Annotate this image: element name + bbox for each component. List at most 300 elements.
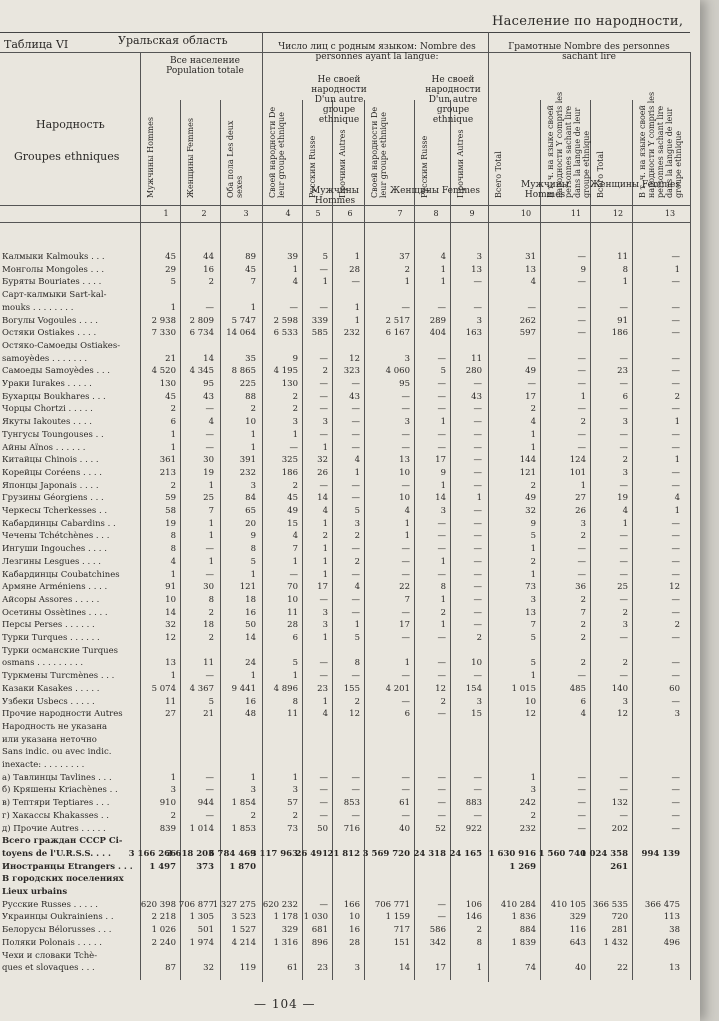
table-cell: — xyxy=(351,671,360,682)
table-cell: 6 784 469 xyxy=(208,848,256,859)
table-cell: 2 xyxy=(580,417,586,428)
column-number: 11 xyxy=(570,209,582,218)
table-cell: 4 060 xyxy=(385,366,410,377)
row-label: Поляки Polonais . . . . . xyxy=(2,937,102,948)
table-cell: 7 xyxy=(292,544,298,555)
table-cell: 9 xyxy=(292,353,298,364)
table-cell: 4 896 xyxy=(273,683,298,694)
table-cell: 5 xyxy=(530,531,536,542)
table-cell: 3 xyxy=(250,480,256,491)
row-label: toyens de l'U.R.S.S. . . . xyxy=(2,848,111,859)
table-cell: 329 xyxy=(281,925,298,936)
table-cell: 5 xyxy=(440,366,446,377)
table-cell: 106 xyxy=(465,899,482,910)
table-cell: — xyxy=(319,480,328,491)
table-cell: 121 xyxy=(239,582,256,593)
table-cell: — xyxy=(473,810,482,821)
table-cell: 39 xyxy=(287,252,298,262)
table-cell: 5 xyxy=(354,633,360,643)
row-label: Корейцы Coréens . . . . xyxy=(2,467,102,478)
table-cell: — xyxy=(619,671,628,682)
row-label: Белорусы Bélorusses . . . xyxy=(2,925,112,936)
table-cell: 717 xyxy=(393,925,410,936)
table-cell: 48 xyxy=(245,709,256,720)
table-cell: 101 xyxy=(569,467,586,478)
row-label: Прочие народности Autres xyxy=(2,709,123,720)
table-cell: — xyxy=(437,353,446,364)
table-cell: — xyxy=(401,671,410,682)
table-cell: 1 560 740 xyxy=(538,848,586,859)
table-cell: — xyxy=(619,353,628,364)
row-label: д) Прочие Autres . . . . . xyxy=(2,823,106,834)
table-cell: — xyxy=(671,480,680,491)
table-cell: 1 xyxy=(322,544,328,555)
table-cell: 1 xyxy=(354,315,360,326)
table-cell: 32 xyxy=(525,506,536,516)
table-cell: 27 xyxy=(165,709,176,720)
table-cell: 4 xyxy=(322,506,328,516)
table-cell: — xyxy=(401,607,410,618)
table-cell: 11 xyxy=(471,353,482,364)
column-label: Женщины Femmes xyxy=(186,118,195,198)
table-cell: 1 497 xyxy=(149,861,176,872)
table-cell: — xyxy=(473,467,482,478)
column-number: 9 xyxy=(469,209,475,218)
table-cell: — xyxy=(437,633,446,643)
table-cell: 45 xyxy=(165,391,176,402)
table-cell: 1 xyxy=(404,518,410,529)
table-cell: 922 xyxy=(465,823,482,834)
table-cell: 3 523 xyxy=(231,912,256,923)
table-cell: 23 xyxy=(317,963,328,974)
table-cell: — xyxy=(319,302,328,313)
table-cell: 14 064 xyxy=(226,328,256,339)
table-cell: — xyxy=(473,531,482,542)
table-cell: 1 159 xyxy=(385,912,410,923)
row-label: Буряты Bouriates . . . . xyxy=(2,277,102,288)
table-cell: 3 xyxy=(622,417,628,428)
table-cell: 1 xyxy=(250,442,256,453)
table-cell: 2 809 xyxy=(189,315,214,326)
table-cell: 2 xyxy=(530,404,536,415)
column-label: В т. ч. на языке своей народности Y compris les personnes sachant lire dans la langue de leur groupe ethnique xyxy=(638,91,683,198)
table-cell: 3 xyxy=(404,417,410,428)
row-label: или указана неточно xyxy=(2,734,97,745)
row-label: Украинцы Oukrainiens . . xyxy=(2,912,114,923)
table-cell: 49 xyxy=(525,366,536,377)
table-cell: 2 240 xyxy=(151,937,176,948)
table-cell: 2 xyxy=(530,480,536,491)
row-label: а) Тавлинцы Tavlines . . . xyxy=(2,772,112,783)
table-cell: — xyxy=(619,379,628,389)
table-cell: 38 xyxy=(669,925,680,936)
table-cell: 1 836 xyxy=(511,912,536,923)
table-cell: 15 xyxy=(287,518,298,529)
table-cell: 50 xyxy=(317,823,328,834)
table-cell: — xyxy=(289,442,298,453)
table-cell: 716 xyxy=(343,823,360,834)
table-cell: 2 xyxy=(622,607,628,618)
table-cell: — xyxy=(671,671,680,682)
table-cell: — xyxy=(671,315,680,326)
table-cell: — xyxy=(619,442,628,453)
column-number: 1 xyxy=(163,209,169,218)
table-cell: 4 xyxy=(580,709,586,720)
table-cell: 3 xyxy=(476,315,482,326)
table-cell: 8 xyxy=(292,696,298,707)
table-cell: 17 xyxy=(525,391,536,402)
row-label: Sans indic. ou avec indic. xyxy=(2,747,112,758)
table-cell: 1 xyxy=(404,658,410,669)
table-cell: — xyxy=(671,823,680,834)
table-cell: — xyxy=(577,569,586,580)
column-label: Русским Russe xyxy=(308,135,317,198)
table-cell: 3 xyxy=(322,417,328,428)
table-cell: 59 xyxy=(165,493,176,504)
table-cell: — xyxy=(319,810,328,821)
table-cell: 4 xyxy=(530,277,536,288)
table-cell: 839 xyxy=(159,823,176,834)
table-cell: 6 xyxy=(170,417,176,428)
table-cell: 706 877 xyxy=(178,899,214,910)
table-cell: 2 xyxy=(622,658,628,669)
table-cell: — xyxy=(671,772,680,783)
table-cell: 3 xyxy=(530,594,536,605)
table-cell: — xyxy=(437,785,446,796)
table-cell: 2 xyxy=(622,455,628,466)
column-number: 6 xyxy=(347,209,353,218)
table-cell: — xyxy=(473,442,482,453)
table-cell: — xyxy=(319,658,328,669)
table-cell: 1 xyxy=(208,480,214,491)
table-cell: 7 xyxy=(208,506,214,516)
table-cell: 1 327 275 xyxy=(212,899,256,910)
table-cell: 28 xyxy=(287,620,298,631)
table-cell: 3 166 266 xyxy=(128,848,176,859)
table-cell: 3 xyxy=(440,506,446,516)
table-cell: 7 xyxy=(250,277,256,288)
row-label: Китайцы Chinois . . . . xyxy=(2,455,99,466)
table-cell: 2 xyxy=(250,404,256,415)
table-cell: 151 xyxy=(393,937,410,948)
table-cell: 13 xyxy=(525,264,536,275)
table-cell: 3 xyxy=(622,696,628,707)
table-cell: 8 xyxy=(476,937,482,948)
table-cell: 3 xyxy=(580,518,586,529)
table-cell: — xyxy=(401,772,410,783)
table-cell: 23 xyxy=(317,683,328,694)
row-label: Армяне Arméniens . . . . xyxy=(2,582,108,593)
table-cell: — xyxy=(473,277,482,288)
row-label: Турки Turques . . . . . . xyxy=(2,633,100,643)
column-label: Прочими Autres xyxy=(338,129,347,198)
table-cell: — xyxy=(319,379,328,389)
row-label: Туркмены Turcmènes . . . xyxy=(2,671,115,682)
table-cell: 8 xyxy=(622,264,628,275)
table-cell: 2 xyxy=(580,658,586,669)
table-cell: 289 xyxy=(429,315,446,326)
table-cell: — xyxy=(577,798,586,809)
table-cell: — xyxy=(351,277,360,288)
table-cell: — xyxy=(205,544,214,555)
table-cell: 1 xyxy=(208,518,214,529)
table-cell: 22 xyxy=(617,963,628,974)
table-cell: 2 xyxy=(674,391,680,402)
table-cell: 884 xyxy=(519,925,536,936)
table-cell: 19 xyxy=(617,493,628,504)
table-cell: 1 030 xyxy=(303,912,328,923)
table-cell: 1 xyxy=(674,506,680,516)
table-cell: 17 xyxy=(317,582,328,593)
table-cell: 1 xyxy=(440,480,446,491)
table-cell: — xyxy=(401,429,410,440)
table-cell: 10 xyxy=(349,912,360,923)
table-cell: 28 xyxy=(349,937,360,948)
table-cell: 2 218 xyxy=(151,912,176,923)
table-cell: 9 xyxy=(530,518,536,529)
column-label: Мужчины Hommes xyxy=(146,117,155,198)
table-cell: — xyxy=(671,328,680,339)
table-cell: 24 xyxy=(245,658,256,669)
table-cell: — xyxy=(437,544,446,555)
row-label: Грузины Géorgiens . . . xyxy=(2,493,104,504)
table-cell: 1 xyxy=(250,429,256,440)
region-title: Уральская область xyxy=(118,34,228,47)
table-cell: 113 xyxy=(663,912,680,923)
table-cell: 144 xyxy=(519,455,536,466)
table-cell: 30 xyxy=(203,582,214,593)
table-cell: 361 xyxy=(159,455,176,466)
nationality-heading-ru: Народность xyxy=(36,118,105,131)
table-cell: 40 xyxy=(399,823,410,834)
table-cell: — xyxy=(671,366,680,377)
table-cell: 44 xyxy=(203,252,214,262)
women-literate-heading: Женщины Femmes xyxy=(590,180,680,190)
table-cell: — xyxy=(205,671,214,682)
table-cell: 3 117 963 xyxy=(250,848,298,859)
table-cell: 21 xyxy=(165,353,176,364)
table-cell: 2 xyxy=(530,810,536,821)
table-cell: — xyxy=(351,493,360,504)
table-cell: 163 xyxy=(465,328,482,339)
table-cell: — xyxy=(289,302,298,313)
table-cell: — xyxy=(527,379,536,389)
table-cell: 95 xyxy=(399,379,410,389)
column-label: Всего Total xyxy=(494,151,503,198)
table-cell: 202 xyxy=(611,823,628,834)
table-cell: 26 xyxy=(317,467,328,478)
table-cell: 1 xyxy=(530,671,536,682)
table-cell: 11 xyxy=(287,709,298,720)
table-cell: 5 xyxy=(292,658,298,669)
table-cell: 10 xyxy=(471,658,482,669)
table-cell: 14 xyxy=(165,607,176,618)
table-cell: 1 xyxy=(322,518,328,529)
table-cell: 1 xyxy=(440,620,446,631)
table-cell: — xyxy=(319,671,328,682)
table-cell: 73 xyxy=(287,823,298,834)
table-cell: 1 xyxy=(354,620,360,631)
table-cell: — xyxy=(319,391,328,402)
table-cell: 1 xyxy=(292,429,298,440)
table-cell: 232 xyxy=(519,823,536,834)
table-cell: 146 xyxy=(465,912,482,923)
table-cell: 280 xyxy=(465,366,482,377)
table-cell: 74 xyxy=(525,963,536,974)
table-cell: 1 xyxy=(208,556,214,567)
table-cell: 643 xyxy=(569,937,586,948)
table-cell: — xyxy=(671,531,680,542)
table-cell: 391 xyxy=(239,455,256,466)
table-cell: 6 xyxy=(292,633,298,643)
table-cell: 30 xyxy=(203,455,214,466)
table-cell: 3 xyxy=(292,785,298,796)
table-cell: 12 xyxy=(525,709,536,720)
table-cell: — xyxy=(671,467,680,478)
table-cell: 9 xyxy=(580,264,586,275)
table-cell: 16 xyxy=(245,607,256,618)
table-cell: — xyxy=(671,785,680,796)
table-cell: 15 xyxy=(471,709,482,720)
table-cell: 32 xyxy=(165,620,176,631)
table-cell: 2 xyxy=(674,620,680,631)
table-cell: 1 853 xyxy=(231,823,256,834)
row-label: Айсоры Assores . . . . . xyxy=(2,594,100,605)
table-cell: 35 xyxy=(245,353,256,364)
table-cell: — xyxy=(619,772,628,783)
table-cell: 720 xyxy=(611,912,628,923)
table-cell: 1 026 xyxy=(151,925,176,936)
table-cell: 32 xyxy=(317,455,328,466)
table-cell: — xyxy=(577,785,586,796)
table-cell: 681 xyxy=(311,925,328,936)
table-cell: — xyxy=(351,404,360,415)
table-cell: 1 xyxy=(292,556,298,567)
row-label: Лезгины Lesgues . . . . xyxy=(2,556,101,567)
table-cell: 17 xyxy=(435,963,446,974)
table-cell: — xyxy=(351,607,360,618)
table-cell: 124 xyxy=(569,455,586,466)
table-cell: 6 xyxy=(580,696,586,707)
table-cell: 19 xyxy=(165,518,176,529)
table-cell: — xyxy=(473,379,482,389)
table-cell: — xyxy=(619,556,628,567)
table-cell: 1 xyxy=(440,594,446,605)
table-cell: — xyxy=(473,480,482,491)
table-cell: 43 xyxy=(471,391,482,402)
table-cell: 1 854 xyxy=(231,798,256,809)
table-cell: — xyxy=(577,772,586,783)
table-cell: 130 xyxy=(281,379,298,389)
table-cell: 501 xyxy=(197,925,214,936)
table-cell: 2 517 xyxy=(385,315,410,326)
table-cell: — xyxy=(619,569,628,580)
table-cell: — xyxy=(671,658,680,669)
table-cell: — xyxy=(437,429,446,440)
table-cell: 14 xyxy=(203,353,214,364)
table-cell: 36 xyxy=(575,582,586,593)
table-cell: 232 xyxy=(343,328,360,339)
table-cell: 4 xyxy=(404,506,410,516)
table-cell: — xyxy=(437,810,446,821)
table-cell: 4 367 xyxy=(189,683,214,694)
table-cell: 154 xyxy=(465,683,482,694)
row-label: Вогулы Vogoules . . . . xyxy=(2,315,98,326)
table-cell: 91 xyxy=(617,315,628,326)
table-cell: — xyxy=(437,442,446,453)
table-cell: — xyxy=(619,429,628,440)
table-cell: 4 xyxy=(354,582,360,593)
table-cell: — xyxy=(351,594,360,605)
table-cell: 2 xyxy=(354,556,360,567)
table-cell: — xyxy=(473,620,482,631)
table-cell: — xyxy=(401,633,410,643)
table-cell: 1 xyxy=(170,429,176,440)
table-cell: 1 527 xyxy=(231,925,256,936)
table-cell: — xyxy=(619,810,628,821)
table-cell: 4 xyxy=(292,531,298,542)
table-cell: — xyxy=(351,810,360,821)
table-cell: 5 xyxy=(354,506,360,516)
column-number: 7 xyxy=(397,209,403,218)
table-cell: 896 xyxy=(311,937,328,948)
table-cell: 13 xyxy=(399,455,410,466)
table-cell: — xyxy=(319,429,328,440)
table-cell: 16 xyxy=(203,264,214,275)
table-cell: 20 xyxy=(245,518,256,529)
table-cell: 130 xyxy=(159,379,176,389)
row-label: Турки османские Turques xyxy=(2,645,118,656)
table-cell: — xyxy=(401,785,410,796)
table-cell: 6 734 xyxy=(189,328,214,339)
row-label: Остяко-Самоеды Ostiakes- xyxy=(2,340,121,351)
table-cell: 3 xyxy=(530,785,536,796)
row-label: Айны Aïnos . . . . . . xyxy=(2,442,86,453)
table-cell: — xyxy=(671,544,680,555)
table-cell: 140 xyxy=(611,683,628,694)
column-divider xyxy=(690,52,691,980)
men-literate-heading: Мужчины Hommes xyxy=(521,180,569,200)
table-cell: 404 xyxy=(429,328,446,339)
table-cell: 45 xyxy=(245,264,256,275)
table-cell: 22 xyxy=(399,582,410,593)
table-cell: 52 xyxy=(435,823,446,834)
table-cell: — xyxy=(351,442,360,453)
table-cell: — xyxy=(473,556,482,567)
column-label: Своей народности De leur groupe ethnique xyxy=(268,106,286,198)
column-divider xyxy=(140,52,141,980)
table-cell: — xyxy=(401,480,410,491)
table-cell: 1 xyxy=(674,417,680,428)
table-cell: 3 xyxy=(322,620,328,631)
row-label: Калмыки Kalmouks . . . xyxy=(2,252,105,262)
table-cell: — xyxy=(205,302,214,313)
table-cell: — xyxy=(527,353,536,364)
running-head: Население по народности, xyxy=(492,14,684,29)
table-cell: 14 xyxy=(399,963,410,974)
table-cell: 3 xyxy=(292,417,298,428)
row-label: Осетины Ossètines . . . . xyxy=(2,607,108,618)
table-cell: 339 xyxy=(311,315,328,326)
table-cell: 1 xyxy=(354,252,360,262)
table-cell: — xyxy=(401,442,410,453)
table-cell: 13 xyxy=(165,658,176,669)
column-label: В т. ч. на языке своей народности Y compris les personnes sachant lire dans la langue de leur groupe ethnique xyxy=(546,91,591,198)
table-cell: 121 xyxy=(519,467,536,478)
row-label: Ингуши Ingouches . . . . xyxy=(2,544,107,555)
table-cell: 73 xyxy=(525,582,536,593)
table-cell: 24 165 xyxy=(449,848,482,859)
